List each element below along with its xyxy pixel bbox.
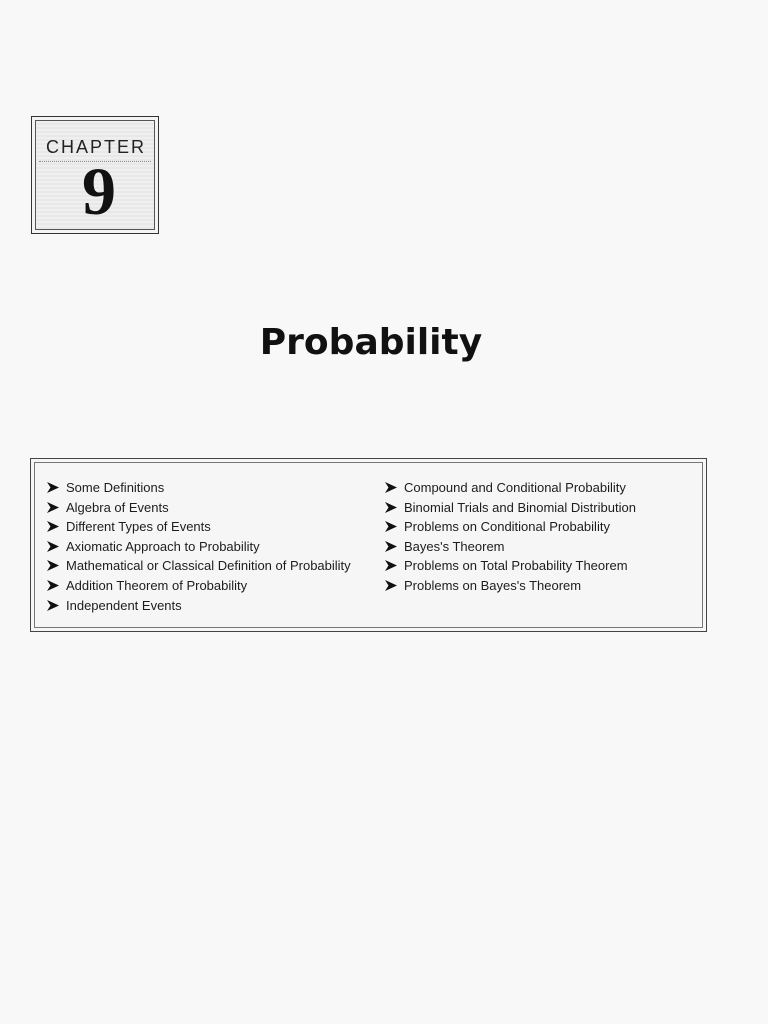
- contents-item: [47, 596, 351, 616]
- contents-item: [47, 498, 351, 518]
- contents-item-label: Binomial Trials and Binomial Distribution: [404, 499, 636, 515]
- contents-item-label: Addition Theorem of Probability: [66, 577, 248, 593]
- contents-item-label: Different Types of Events: [66, 519, 211, 535]
- contents-item: [47, 576, 351, 596]
- contents-item-label: Axiomatic Approach to Probability: [66, 538, 260, 554]
- contents-item: [47, 537, 351, 557]
- contents-item-label: Problems on Total Probability Theorem: [404, 558, 628, 574]
- arrow-bullet-icon: [385, 518, 404, 538]
- contents-item: [385, 576, 636, 596]
- arrow-bullet-icon: [385, 479, 404, 499]
- contents-item: [47, 478, 351, 498]
- arrow-bullet-icon: [385, 557, 404, 577]
- arrow-bullet-icon: [47, 577, 66, 597]
- contents-item-label: Problems on Bayes's Theorem: [404, 577, 582, 593]
- contents-item: [47, 556, 351, 576]
- contents-item-label: Some Definitions: [66, 480, 165, 495]
- arrow-bullet-icon: [47, 557, 66, 577]
- contents-item: [385, 478, 636, 498]
- contents-item: [385, 556, 636, 576]
- contents-item: [385, 498, 636, 518]
- chapter-badge: [31, 116, 159, 234]
- chapter-title: Probability: [259, 322, 483, 363]
- contents-list-right: [385, 478, 636, 596]
- contents-item-label: Compound and Conditional Probability: [404, 480, 626, 495]
- arrow-bullet-icon: [47, 499, 66, 519]
- chapter-badge-inner: [35, 120, 155, 230]
- contents-item-label: Bayes's Theorem: [404, 538, 505, 554]
- chapter-label: CHAPTER: [46, 137, 147, 157]
- arrow-bullet-icon: [47, 479, 66, 499]
- contents-list-left: [47, 478, 351, 615]
- contents-item-label: Independent Events: [66, 597, 182, 613]
- arrow-bullet-icon: [47, 518, 66, 538]
- arrow-bullet-icon: [385, 499, 404, 519]
- arrow-bullet-icon: [47, 597, 66, 617]
- contents-item-label: Problems on Conditional Probability: [404, 519, 610, 535]
- contents-box: [30, 458, 707, 632]
- arrow-bullet-icon: [47, 538, 66, 558]
- contents-item: [385, 537, 636, 557]
- arrow-bullet-icon: [385, 538, 404, 558]
- contents-box-inner: [34, 462, 703, 628]
- arrow-bullet-icon: [385, 577, 404, 597]
- contents-item: [385, 517, 636, 537]
- contents-item-label: Mathematical or Classical Definition of Probability: [66, 558, 351, 574]
- chapter-number: 9: [82, 153, 116, 229]
- contents-item-label: Algebra of Events: [66, 499, 169, 515]
- contents-item: [47, 517, 351, 537]
